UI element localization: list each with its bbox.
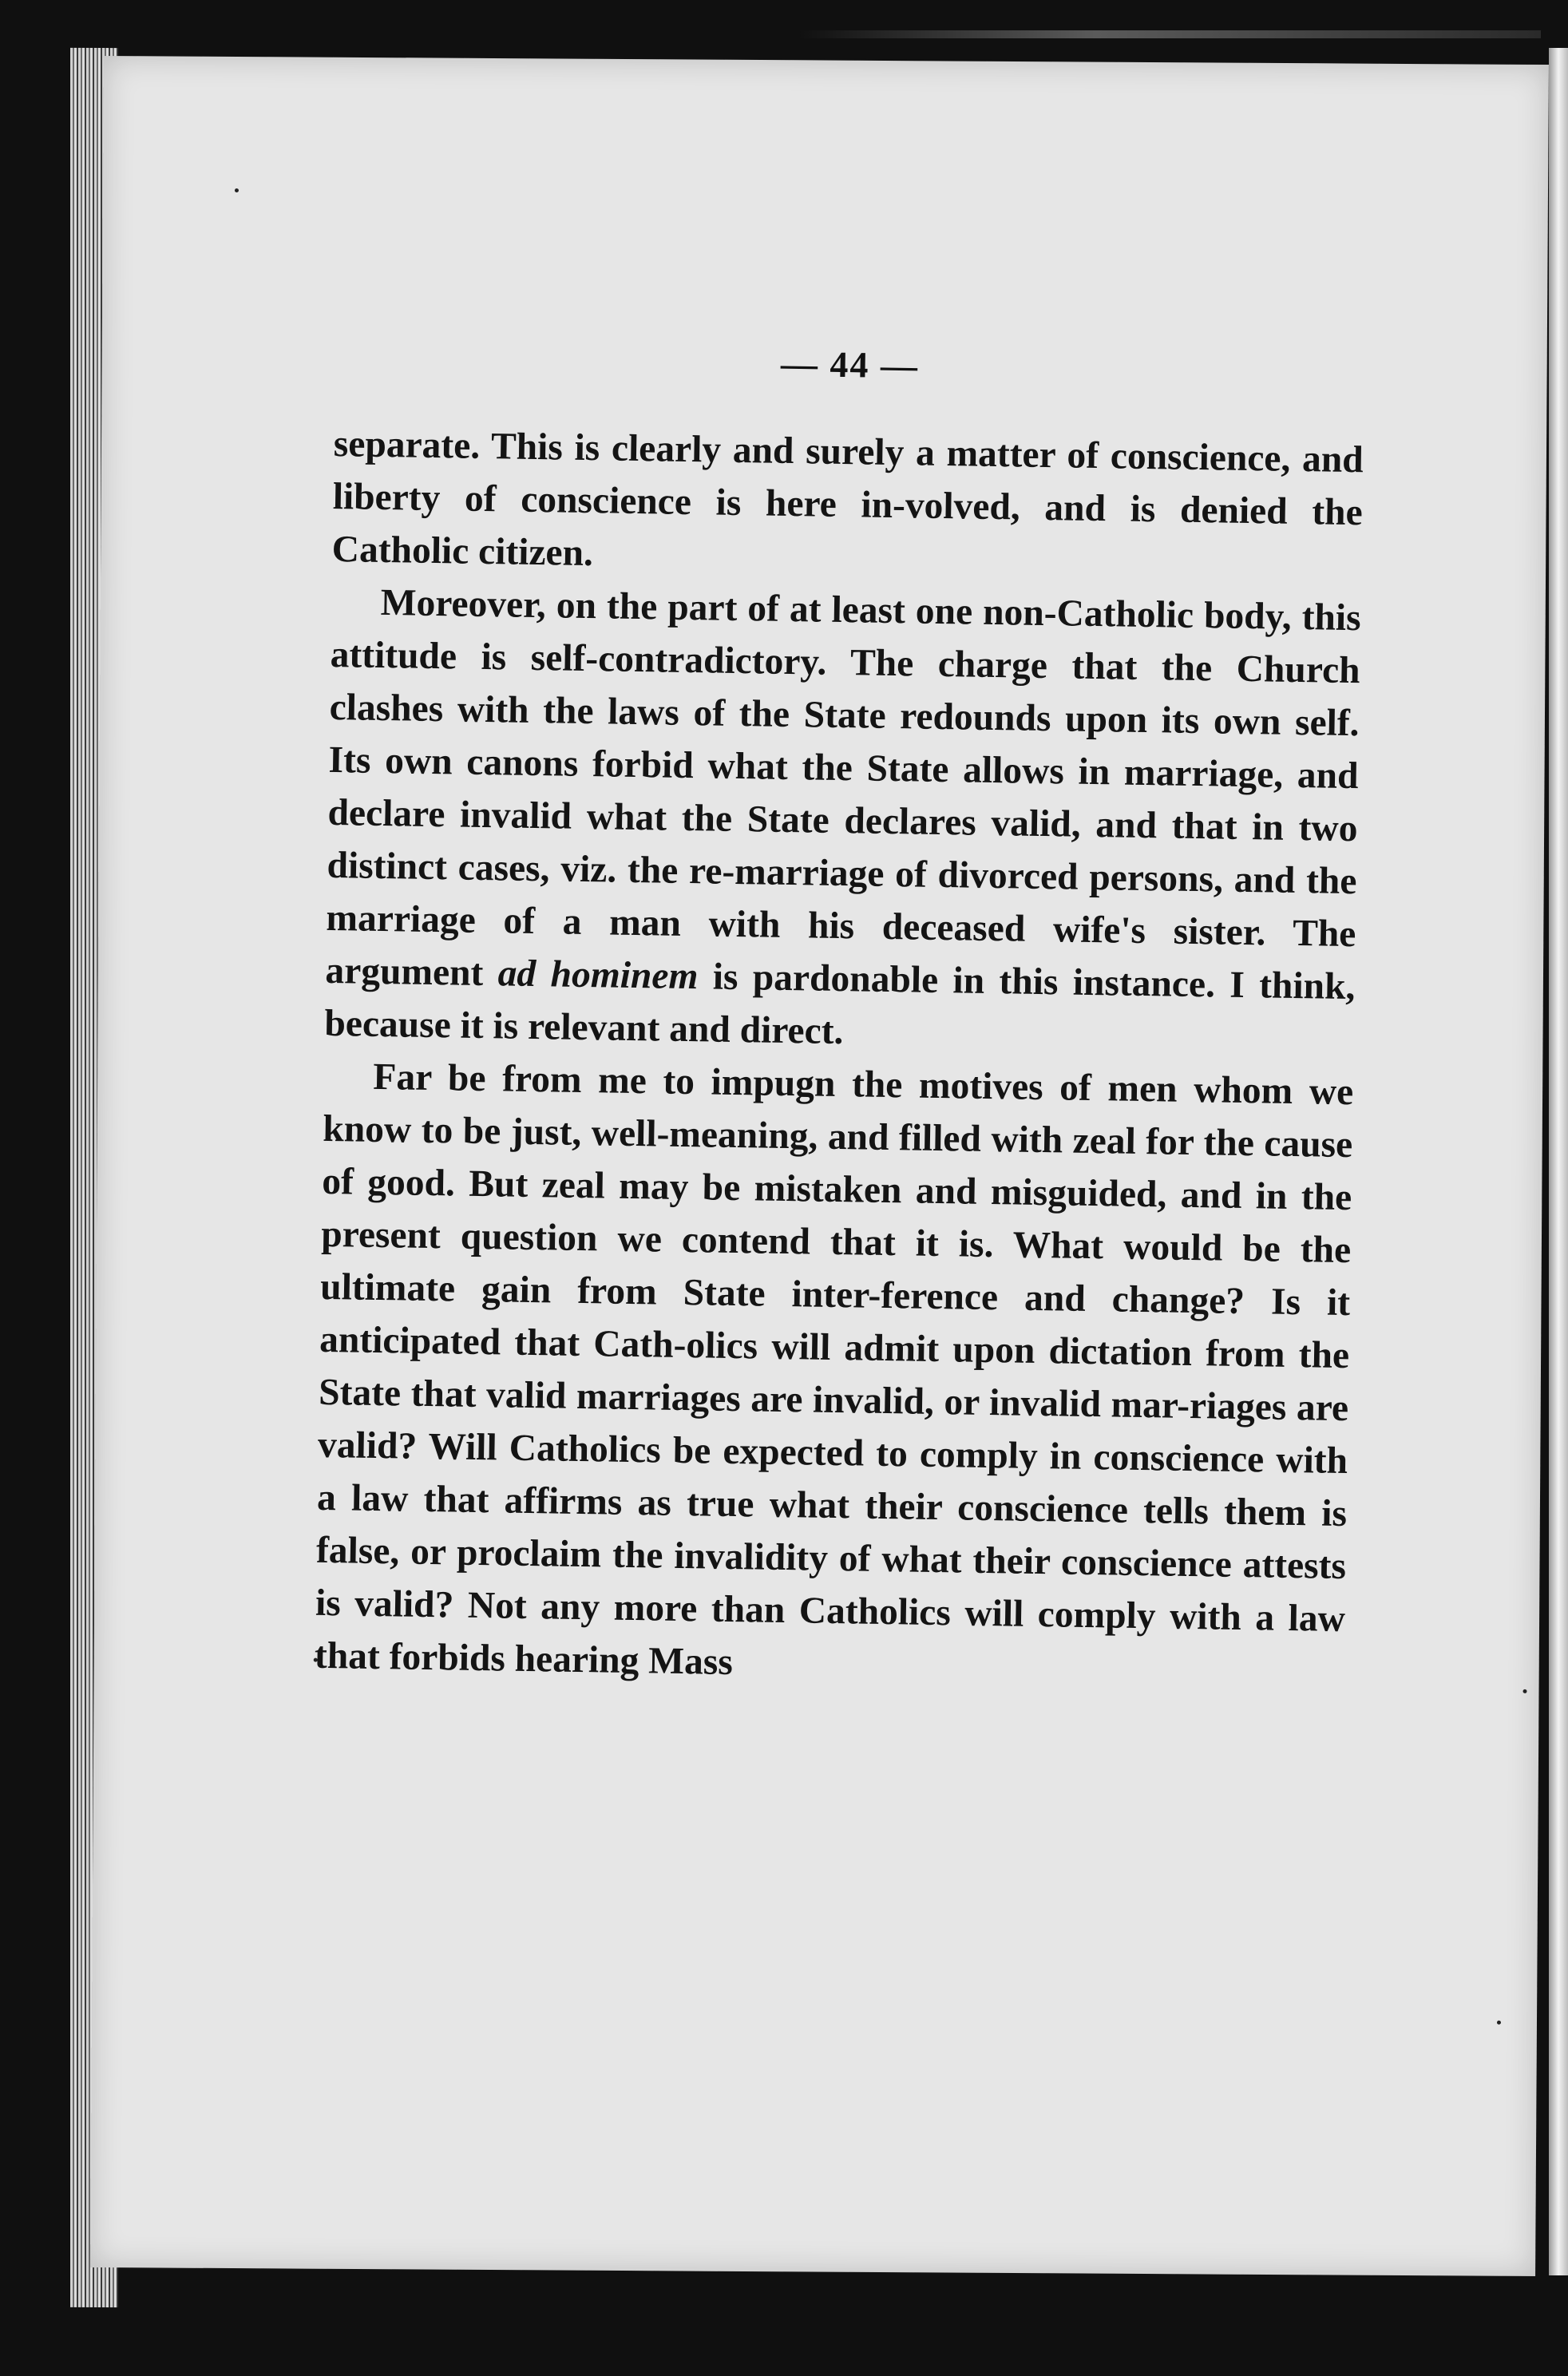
dust-speck bbox=[235, 188, 239, 192]
page-right-edge bbox=[1549, 48, 1568, 2275]
paragraph-3-text: Far be from me to impugn the motives of men whom we know to be just, well-meaning, and filled with zeal for the cause of good. But zeal may be mistaken and misguided, and in the present question we contend that it is. What would be the ultimate gain from State inter-ference and change? Is it anticipated that Cath-olics will admit upon dictation from the State that valid marriages are invalid, or invalid mar-riages are valid? Will Catholics be expected to comply in conscience with a law that affirms as true what their conscience tells them is false, or proclaim the invalidity of what their conscience attests is valid? Not any more than Catholics will comply with a law that forbids hearing Mass bbox=[314, 1055, 1354, 1684]
latin-phrase: ad hominem bbox=[497, 952, 699, 998]
paragraph-2 bbox=[324, 576, 1361, 1066]
paragraph-2-text: Moreover, on the part of at least one non-Catholic body, this attitude is self-contradictory. The charge that the Church clashes with the laws of the State redounds upon its own self. Its own canons forbid what the State allows in marriage, and declare invalid what the State declares valid, and that in two distinct cases, viz. the re-marriage of divorced persons, and the marriage of a man with his deceased wife's sister. The argument bbox=[325, 581, 1362, 995]
page-top-shadow bbox=[798, 30, 1541, 38]
dust-speck bbox=[1523, 1689, 1527, 1693]
page-text-block bbox=[315, 335, 1365, 1698]
page-number: — 44 — bbox=[780, 343, 920, 386]
dust-speck bbox=[1497, 2021, 1501, 2025]
paragraph-2-text-end: is pardonable in this instance. I think, because it is relevant and direct. bbox=[324, 956, 1356, 1053]
paragraph-3 bbox=[315, 1050, 1354, 1698]
paragraph-1-text: separate. This is clearly and surely a matter of conscience, and liberty of conscience is here in-volved, and is denied the Catholic citizen. bbox=[331, 422, 1364, 575]
paragraph-1 bbox=[331, 418, 1364, 592]
